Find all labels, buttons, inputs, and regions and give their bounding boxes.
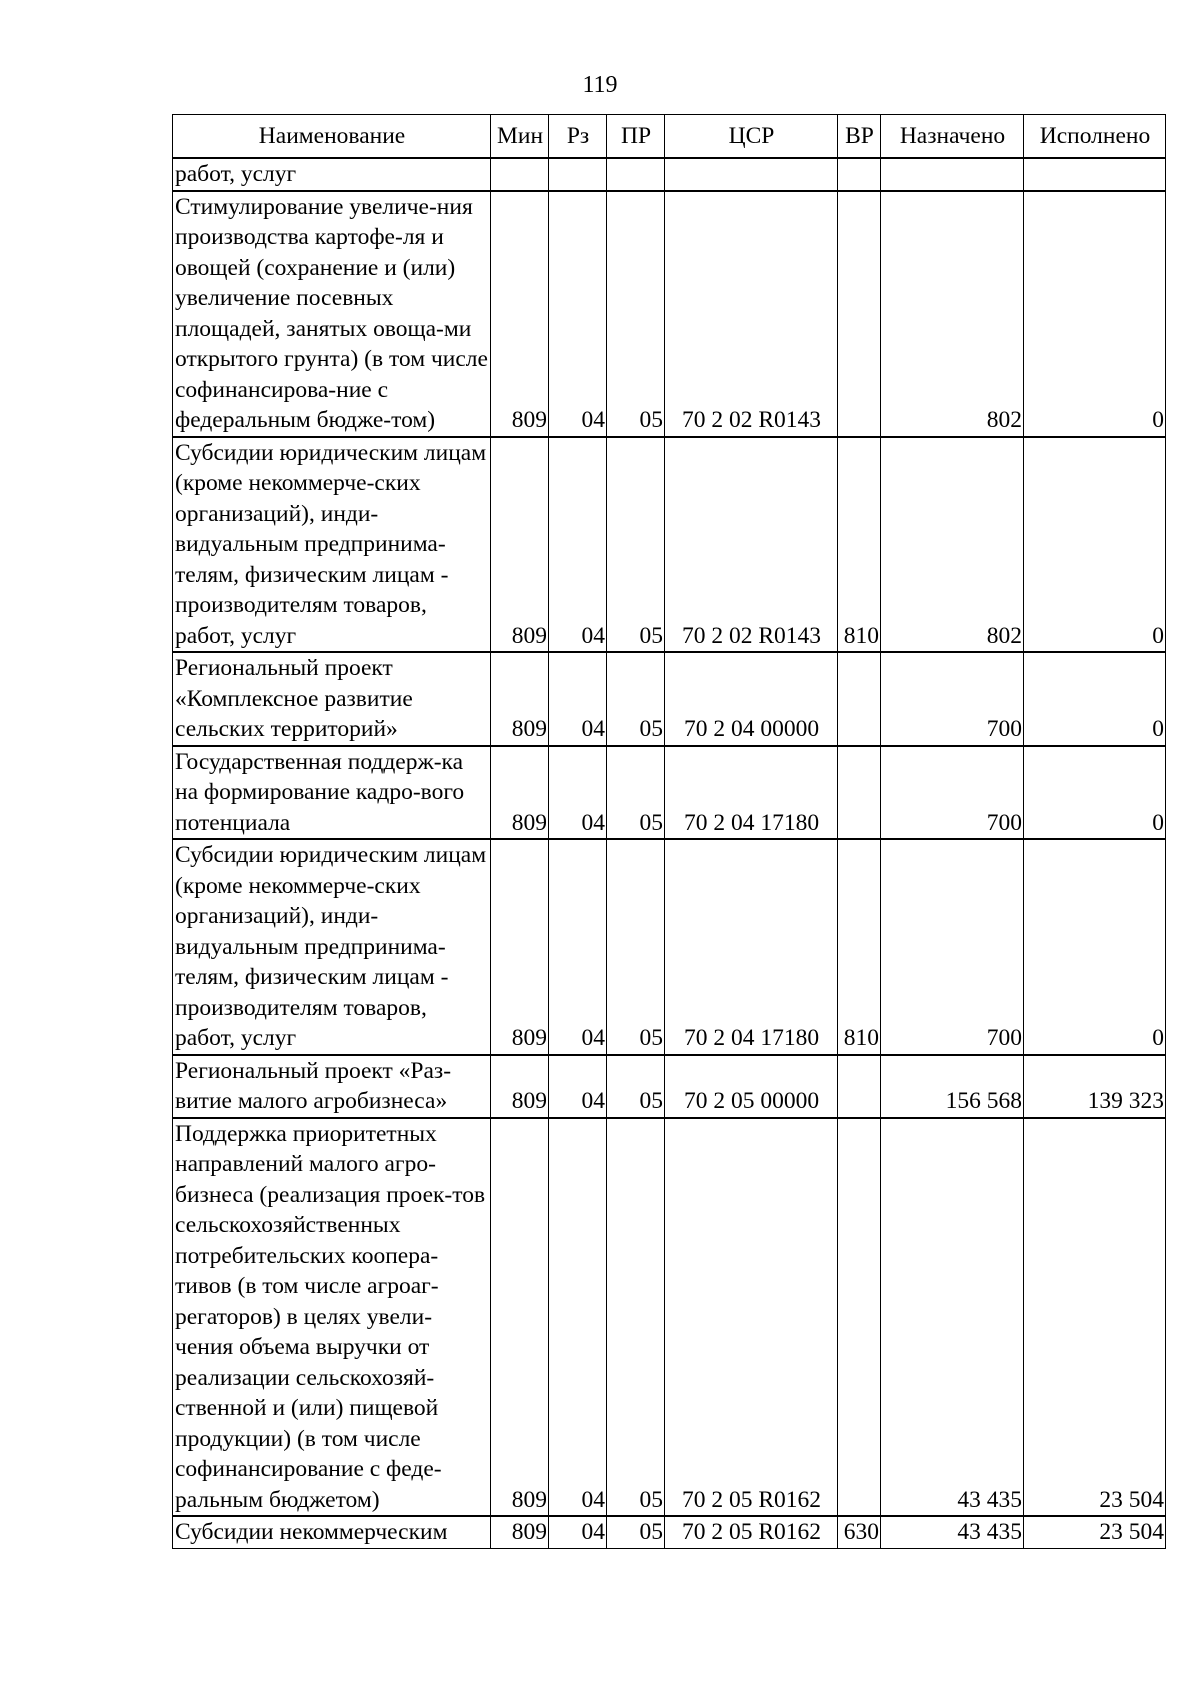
cell-assigned: 700 xyxy=(881,652,1024,746)
cell-csr: 70 2 05 R0162 xyxy=(665,1118,838,1517)
cell-name: Региональный проект «Комплексное развитие сельских территорий» xyxy=(173,652,491,746)
cell-pr: 05 xyxy=(607,1055,665,1118)
cell-executed: 0 xyxy=(1024,839,1166,1055)
cell-pr: 05 xyxy=(607,1118,665,1517)
cell-min: 809 xyxy=(491,1118,549,1517)
cell-vr xyxy=(838,158,881,191)
cell-csr: 70 2 04 17180 xyxy=(665,746,838,840)
cell-min xyxy=(491,158,549,191)
header-vr: ВР xyxy=(838,115,881,159)
table-header-row xyxy=(173,115,1166,159)
cell-csr xyxy=(665,158,838,191)
cell-csr: 70 2 05 00000 xyxy=(665,1055,838,1118)
page-number: 119 xyxy=(582,72,618,98)
table-row xyxy=(173,158,1166,191)
cell-name: Региональный проект «Раз-витие малого агробизнеса» xyxy=(173,1055,491,1118)
cell-vr: 630 xyxy=(838,1516,881,1548)
table-body xyxy=(173,158,1166,1548)
cell-assigned: 43 435 xyxy=(881,1118,1024,1517)
cell-rz: 04 xyxy=(549,652,607,746)
cell-pr: 05 xyxy=(607,652,665,746)
cell-rz: 04 xyxy=(549,746,607,840)
cell-assigned: 156 568 xyxy=(881,1055,1024,1118)
cell-pr: 05 xyxy=(607,839,665,1055)
header-pr: ПР xyxy=(607,115,665,159)
table-row xyxy=(173,191,1166,437)
cell-min: 809 xyxy=(491,191,549,437)
cell-assigned xyxy=(881,158,1024,191)
cell-min: 809 xyxy=(491,839,549,1055)
cell-executed: 0 xyxy=(1024,191,1166,437)
cell-vr: 810 xyxy=(838,839,881,1055)
cell-rz xyxy=(549,158,607,191)
cell-vr xyxy=(838,1118,881,1517)
cell-name: Субсидии юридическим лицам (кроме некоммерче-ских организаций), инди-видуальным предпринима-телям, физическим лицам - производителям товаров, работ, услуг xyxy=(173,437,491,653)
table-row xyxy=(173,1516,1166,1548)
cell-name: Государственная поддерж-ка на формирование кадро-вого потенциала xyxy=(173,746,491,840)
cell-name: Субсидии юридическим лицам (кроме некоммерче-ских организаций), инди-видуальным предпринима-телям, физическим лицам - производителям товаров, работ, услуг xyxy=(173,839,491,1055)
cell-csr: 70 2 04 00000 xyxy=(665,652,838,746)
cell-executed: 0 xyxy=(1024,652,1166,746)
cell-rz: 04 xyxy=(549,1055,607,1118)
cell-rz: 04 xyxy=(549,437,607,653)
cell-executed: 23 504 xyxy=(1024,1516,1166,1548)
cell-min: 809 xyxy=(491,652,549,746)
table-row xyxy=(173,839,1166,1055)
header-name: Наименование xyxy=(173,115,491,159)
header-rz: Рз xyxy=(549,115,607,159)
cell-name: Поддержка приоритетных направлений малого агро-бизнеса (реализация проек-тов сельскохозяйственных потребительских коопера-тивов (в том числе агроаг-регаторов) в целях увели-чения объема выручки от реализации сельскохозяй-ственной и (или) пищевой продукции) (в том числе софинансирование с феде-ральным бюджетом) xyxy=(173,1118,491,1517)
cell-name: Стимулирование увеличе-ния производства картофе-ля и овощей (сохранение и (или) увеличение посевных площадей, занятых овоща-ми открытого грунта) (в том числе софинансирова-ние с федеральным бюдже-том) xyxy=(173,191,491,437)
cell-pr xyxy=(607,158,665,191)
cell-min: 809 xyxy=(491,1055,549,1118)
cell-csr: 70 2 05 R0162 xyxy=(665,1516,838,1548)
cell-executed: 23 504 xyxy=(1024,1118,1166,1517)
table-row xyxy=(173,1055,1166,1118)
cell-vr xyxy=(838,191,881,437)
cell-rz: 04 xyxy=(549,1118,607,1517)
table-row xyxy=(173,652,1166,746)
cell-vr xyxy=(838,746,881,840)
header-csr: ЦСР xyxy=(665,115,838,159)
cell-vr xyxy=(838,1055,881,1118)
cell-min: 809 xyxy=(491,746,549,840)
header-executed: Исполнено xyxy=(1024,115,1166,159)
cell-assigned: 700 xyxy=(881,746,1024,840)
cell-assigned: 43 435 xyxy=(881,1516,1024,1548)
cell-csr: 70 2 04 17180 xyxy=(665,839,838,1055)
table-row xyxy=(173,1118,1166,1517)
cell-pr: 05 xyxy=(607,746,665,840)
header-assigned: Назначено xyxy=(881,115,1024,159)
table-row xyxy=(173,746,1166,840)
cell-assigned: 802 xyxy=(881,191,1024,437)
cell-executed xyxy=(1024,158,1166,191)
cell-executed: 0 xyxy=(1024,746,1166,840)
cell-csr: 70 2 02 R0143 xyxy=(665,437,838,653)
cell-rz: 04 xyxy=(549,839,607,1055)
cell-executed: 139 323 xyxy=(1024,1055,1166,1118)
cell-rz: 04 xyxy=(549,1516,607,1548)
cell-pr: 05 xyxy=(607,1516,665,1548)
cell-pr: 05 xyxy=(607,437,665,653)
cell-assigned: 700 xyxy=(881,839,1024,1055)
cell-min: 809 xyxy=(491,1516,549,1548)
cell-rz: 04 xyxy=(549,191,607,437)
cell-vr: 810 xyxy=(838,437,881,653)
cell-csr: 70 2 02 R0143 xyxy=(665,191,838,437)
cell-name: работ, услуг xyxy=(173,158,491,191)
table-row xyxy=(173,437,1166,653)
cell-name: Субсидии некоммерческим xyxy=(173,1516,491,1548)
cell-assigned: 802 xyxy=(881,437,1024,653)
cell-vr xyxy=(838,652,881,746)
budget-table xyxy=(172,114,1166,1549)
cell-pr: 05 xyxy=(607,191,665,437)
cell-executed: 0 xyxy=(1024,437,1166,653)
header-min: Мин xyxy=(491,115,549,159)
cell-min: 809 xyxy=(491,437,549,653)
